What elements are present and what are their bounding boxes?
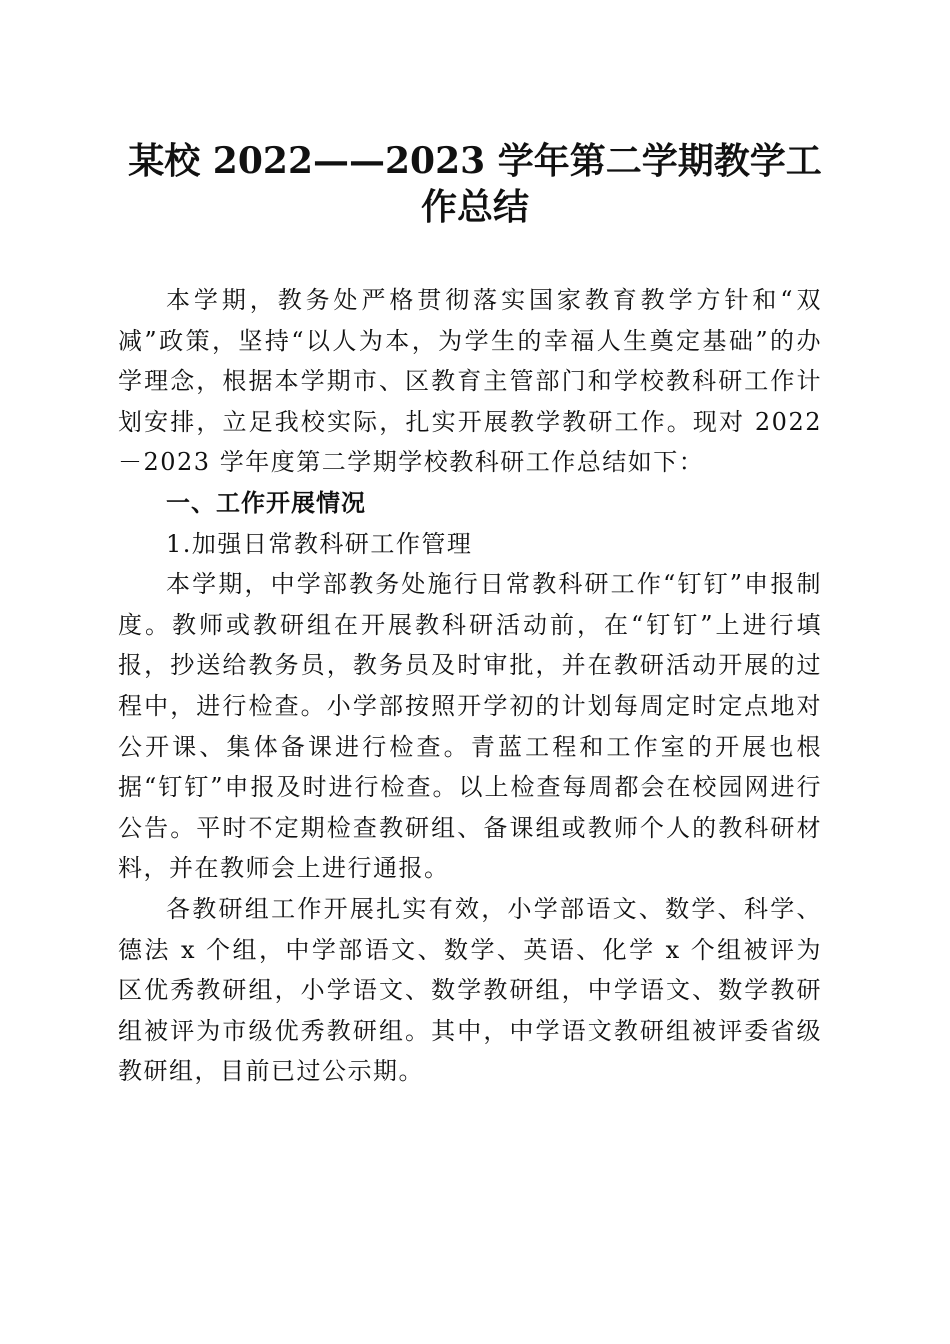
- intro-paragraph: 本学期，教务处严格贯彻落实国家教育教学方针和“双减”政策，坚持“以人为本，为学生的幸福人生奠定基础”的办学理念，根据本学期市、区教育主管部门和学校教科研工作计划安排，立足我校实际，扎实开展教学教研工作。现对 2022－2023 学年度第二学期学校教科研工作总结如下：: [118, 286, 822, 477]
- document-body: [118, 280, 822, 1092]
- document-title: 某校 2022——2023 学年第二学期教学工作总结: [128, 140, 822, 228]
- body-paragraph-teaching-groups: 各教研组工作开展扎实有效，小学部语文、数学、科学、德法 x 个组，中学部语文、数学、英语、化学 x 个组被评为区优秀教研组，小学语文、数学教研组，中学语文、数学教研组被评为市级优秀教研组。其中，中学语文教研组被评委省级教研组，目前已过公示期。: [118, 894, 822, 1086]
- section-heading: 一、工作开展情况: [166, 488, 366, 517]
- body-paragraph-management: 本学期，中学部教务处施行日常教科研工作“钉钉”申报制度。教师或教研组在开展教科研活动前，在“钉钉”上进行填报，抄送给教务员，教务员及时审批，并在教研活动开展的过程中，进行检查。小学部按照开学初的计划每周定时定点地对公开课、集体备课进行检查。青蓝工程和工作室的开展也根据“钉钉”申报及时进行检查。以上检查每周都会在校园网进行公告。平时不定期检查教研组、备课组或教师个人的教科研材料，并在教师会上进行通报。: [118, 570, 822, 883]
- subsection-heading: 1.加强日常教科研工作管理: [166, 529, 473, 558]
